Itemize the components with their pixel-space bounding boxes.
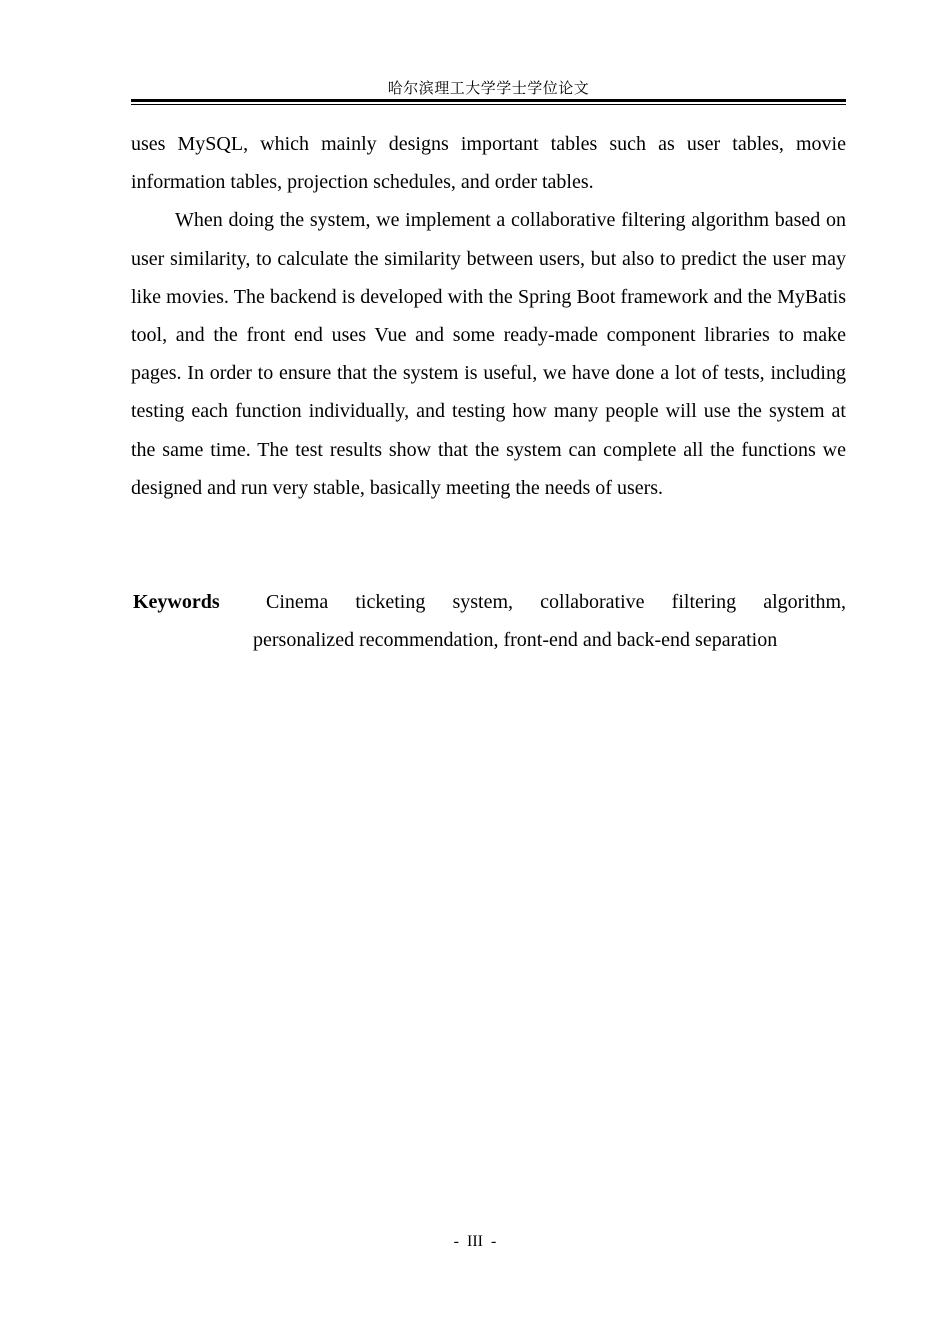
paragraph-system-description: When doing the system, we implement a collaborative filtering algorithm based on user similarity, to calculate the similarity between users, but also to predict the user may like movies. The backend is developed with the Spring Boot framework and the MyBatis tool, and the front end uses Vue and some ready-made component libraries to make pages. In order to ensure that the system is useful, we have done a lot of tests, including testing each function individually, and testing how many people will use the system at the same time. The test results show that the system can complete all the functions we designed and run very stable, basically meeting the needs of users. [131, 209, 846, 499]
keywords-list [253, 583, 846, 659]
keywords-line-2: personalized recommendation, front-end and back-end separation [253, 629, 778, 651]
paragraph-continued: uses MySQL, which mainly designs important tables such as user tables, movie information tables, projection schedules, and order tables. [131, 133, 846, 194]
page-number: - III - [453, 1233, 497, 1250]
header-rule-thick [131, 99, 846, 102]
running-header-title: 哈尔滨理工大学学士学位论文 [387, 79, 590, 97]
header-rule-thin [131, 104, 846, 105]
keywords-label: Keywords [133, 591, 220, 613]
keywords-section [131, 583, 846, 659]
abstract-body [131, 125, 846, 507]
keywords-line-1: Cinema ticketing system, collaborative filtering algorithm, [266, 591, 846, 613]
